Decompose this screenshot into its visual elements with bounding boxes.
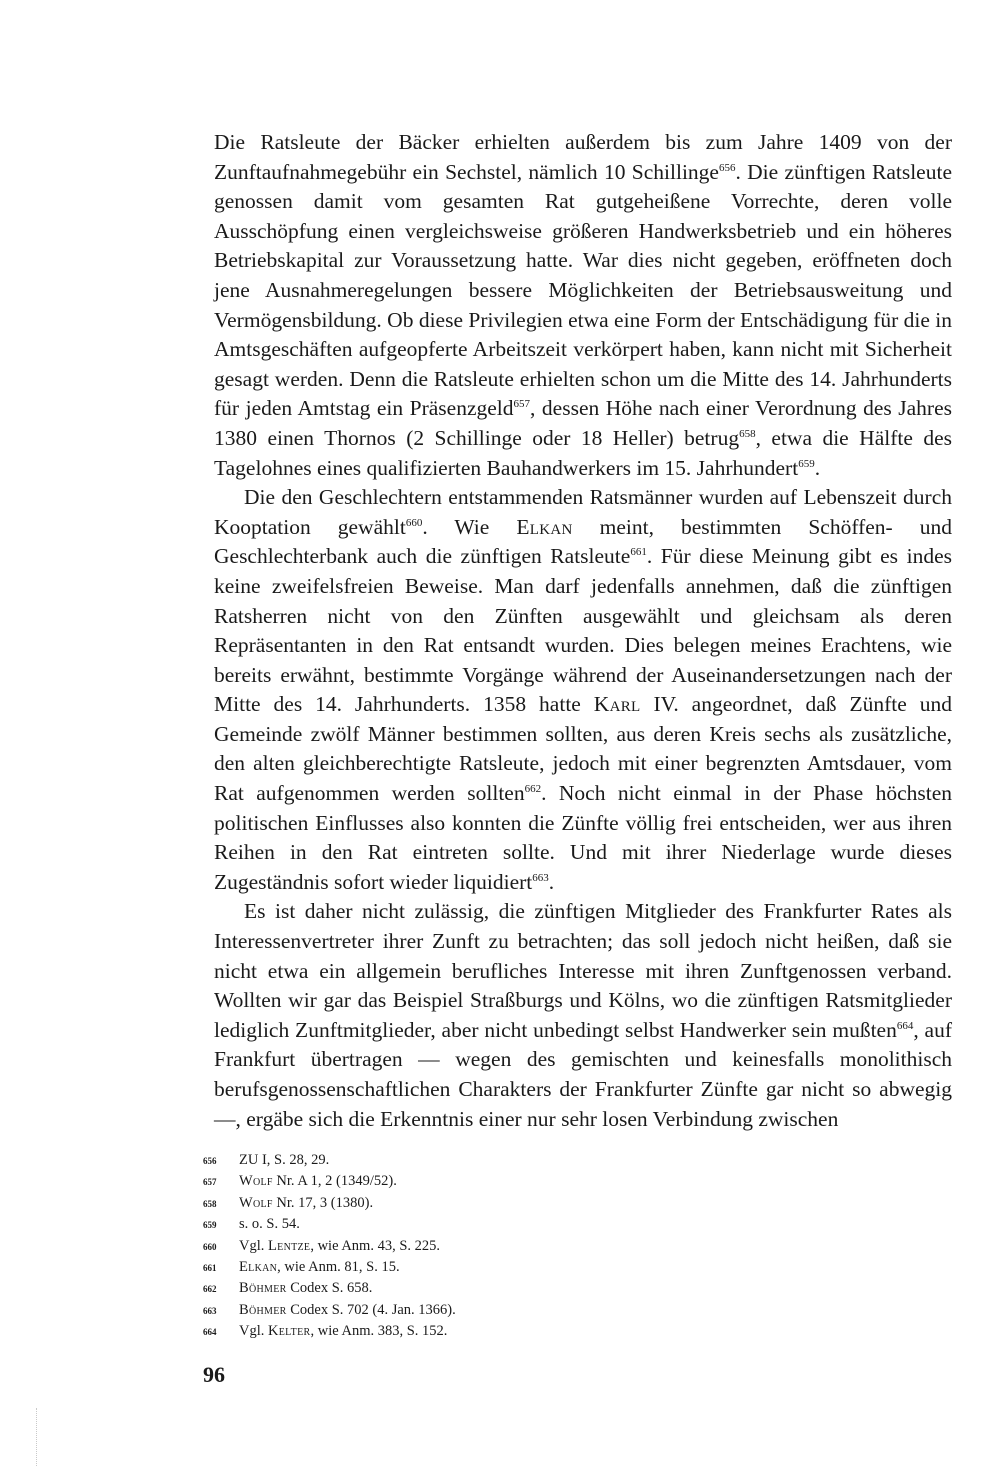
footnote bbox=[203, 1278, 603, 1299]
footnote-text bbox=[239, 1214, 603, 1234]
text-run: Vgl. bbox=[239, 1237, 268, 1254]
author-name: Böhmer bbox=[239, 1280, 287, 1297]
footnote-ref: 661 bbox=[630, 546, 647, 559]
footnote-text bbox=[239, 1321, 603, 1341]
footnote-ref: 663 bbox=[532, 871, 549, 884]
footnote-text bbox=[239, 1171, 603, 1191]
text-run: Nr. A 1, 2 (1349/52). bbox=[272, 1173, 397, 1190]
footnote-ref: 660 bbox=[405, 516, 423, 529]
footnote bbox=[203, 1321, 603, 1342]
text-run: Es ist daher nicht zulässig, die zünftigen Mitglieder des Frankfurter Rates als Interessenvertreter ihrer Zunft zu betrachten; das soll jedoch nicht heißen, daß sie nicht etwa ein allgemein berufliches Interesse mit ihren Zunftgenossen verband. Wollten wir gar das Beispiel Straßburgs und Kölns, wo die zünftigen Ratsmitglieder lediglich Zunftmitglieder, aber nicht unbedingt selbst Handwerker sein mußten bbox=[214, 899, 952, 1042]
text-run: , wie Anm. 43, S. 225. bbox=[310, 1237, 441, 1254]
footnote bbox=[203, 1214, 603, 1235]
footnote-text bbox=[239, 1150, 603, 1170]
text-run: . Die zünftigen Ratsleute genossen damit vom gesamten Rat gutgeheißene Vorrechte, deren volle Ausschöpfung einen vergleichsweise größeren Handwerksbetrieb und ein höheres Betriebskapital zur Voraussetzung hatte. War dies nicht gegeben, eröffneten doch jene Ausnahmeregelungen bessere Möglichkeiten der Betriebsausweitung und Vermögensbildung. Ob diese Privilegien etwa eine Form der Entschädigung für die in Amtsgeschäften aufgeopferte Arbeitszeit verkörpert haben, kann nicht mit Sicherheit gesagt werden. Denn die Ratsleute erhielten schon um die Mitte des 14. Jahrhunderts für jeden Amtstag ein Präsenzgeld bbox=[214, 159, 953, 421]
footnote-ref: 662 bbox=[524, 782, 542, 795]
author-name: Lentze bbox=[268, 1237, 311, 1254]
author-name: Kelter bbox=[268, 1323, 311, 1340]
text-run: Vgl. bbox=[239, 1323, 268, 1340]
footnote-ref: 656 bbox=[718, 161, 736, 174]
text-run: . Wie bbox=[422, 514, 517, 539]
footnote-ref: 657 bbox=[513, 398, 531, 411]
footnote-text bbox=[239, 1278, 603, 1298]
author-name: Elkan bbox=[516, 514, 573, 539]
text-run: . Für diese Meinung gibt es indes keine zweifelsfreien Beweise. Man darf jedenfalls annehmen, daß die zünftigen Ratsherren nicht von den Zünften ausgewählt und gleichsam als deren Repräsentanten in den Rat entsandt wurden. Dies belegen meines Erachtens, wie bereits erwähnt, bestimmte Vorgänge während der Auseinandersetzungen nach der Mitte des 14. Jahrhunderts. 1358 hatte bbox=[214, 544, 952, 717]
author-name: Wolf bbox=[239, 1194, 273, 1211]
text-run: . bbox=[548, 869, 555, 894]
text-run: ZU I, S. 28, 29. bbox=[239, 1152, 330, 1168]
footnote-number: 664 bbox=[203, 1327, 217, 1338]
text-run: Codex S. 658. bbox=[286, 1280, 373, 1297]
footnote-number: 663 bbox=[203, 1305, 217, 1316]
footnote bbox=[203, 1150, 603, 1171]
scan-edge-marks bbox=[36, 1408, 43, 1466]
footnote bbox=[203, 1236, 603, 1257]
text-run: . Noch nicht einmal in der Phase höchsten politischen Einflusses also konnten die Zünfte völlig frei entscheiden, wer aus ihren Reihen in den Rat eintreten sollte. Und mit ihrer Niederlage wurde dieses Zugeständnis sofort wieder liquidiert bbox=[214, 781, 953, 894]
paragraph bbox=[214, 897, 952, 1134]
footnote-ref: 664 bbox=[896, 1019, 914, 1032]
author-name: Wolf bbox=[239, 1173, 273, 1190]
footnote-text bbox=[239, 1193, 603, 1213]
footnote-number: 659 bbox=[203, 1220, 217, 1231]
text-run: , etwa die Hälfte des Tagelohnes eines qualifizierten Bauhandwerkers im 15. Jahrhundert bbox=[214, 425, 953, 480]
footnote-number: 658 bbox=[203, 1198, 217, 1209]
author-name: Böhmer bbox=[239, 1301, 287, 1318]
text-run: . bbox=[814, 455, 821, 480]
text-run: Die Ratsleute der Bäcker erhielten außerdem bis zum Jahre 1409 von der Zunftaufnahmegebühr ein Sechstel, nämlich 10 Schillinge bbox=[214, 130, 952, 184]
footnote-ref: 659 bbox=[798, 457, 815, 470]
text-run: Codex S. 702 (4. Jan. 1366). bbox=[286, 1301, 456, 1318]
footnote-number: 657 bbox=[203, 1177, 217, 1188]
footnote bbox=[203, 1193, 603, 1214]
footnote bbox=[203, 1300, 603, 1321]
paragraph bbox=[214, 128, 952, 483]
footnote-ref: 658 bbox=[739, 427, 756, 440]
footnote-number: 660 bbox=[203, 1241, 217, 1252]
text-run: Die den Geschlechtern entstammenden Ratsmänner wurden auf Lebenszeit durch Kooptation gewählt bbox=[214, 485, 952, 539]
footnote-text bbox=[239, 1236, 603, 1256]
footnotes bbox=[203, 1150, 603, 1343]
text-run: IV. angeordnet, daß Zünfte und Gemeinde zwölf Männer bestimmen sollten, aus deren Kreis sechs als zusätzliche, den alten gleichberechtigte Ratsleute, jedoch mit einer begrenzten Amtsdauer, vom Rat aufgenommen werden sollten bbox=[214, 692, 952, 806]
text-run: meint, bestimmten Schöffen- und Geschlechterbank auch die zünftigen Ratsleute bbox=[214, 514, 952, 569]
footnote-text bbox=[239, 1300, 603, 1320]
text-run: , auf Frankfurt übertragen — wegen des gemischten und keinesfalls monolithisch berufsgenossenschaftlichen Charakters der Frankfurter Zünfte gar nicht so abwegig —, ergäbe sich die Erkenntnis einer nur sehr losen Verbindung zwischen bbox=[214, 1017, 953, 1131]
text-run: , dessen Höhe nach einer Verordnung des Jahres 1380 einen Thornos (2 Schillinge oder 18 Heller) betrug bbox=[214, 396, 952, 450]
footnote bbox=[203, 1257, 603, 1278]
footnote-number: 662 bbox=[203, 1284, 217, 1295]
footnote-number: 661 bbox=[203, 1263, 217, 1274]
author-name: Elkan bbox=[239, 1259, 278, 1276]
text-run: , wie Anm. 383, S. 152. bbox=[310, 1323, 448, 1340]
text-run: , wie Anm. 81, S. 15. bbox=[277, 1259, 400, 1276]
text-run: Nr. 17, 3 (1380). bbox=[272, 1194, 374, 1211]
paragraph bbox=[214, 483, 952, 897]
footnote bbox=[203, 1171, 603, 1192]
footnote-number: 656 bbox=[203, 1156, 217, 1166]
text-run: s. o. S. 54. bbox=[239, 1216, 300, 1233]
footnote-text bbox=[239, 1257, 603, 1277]
body-text bbox=[214, 128, 952, 1134]
author-name: Karl bbox=[593, 692, 641, 717]
page-number: 96 bbox=[203, 1362, 225, 1387]
